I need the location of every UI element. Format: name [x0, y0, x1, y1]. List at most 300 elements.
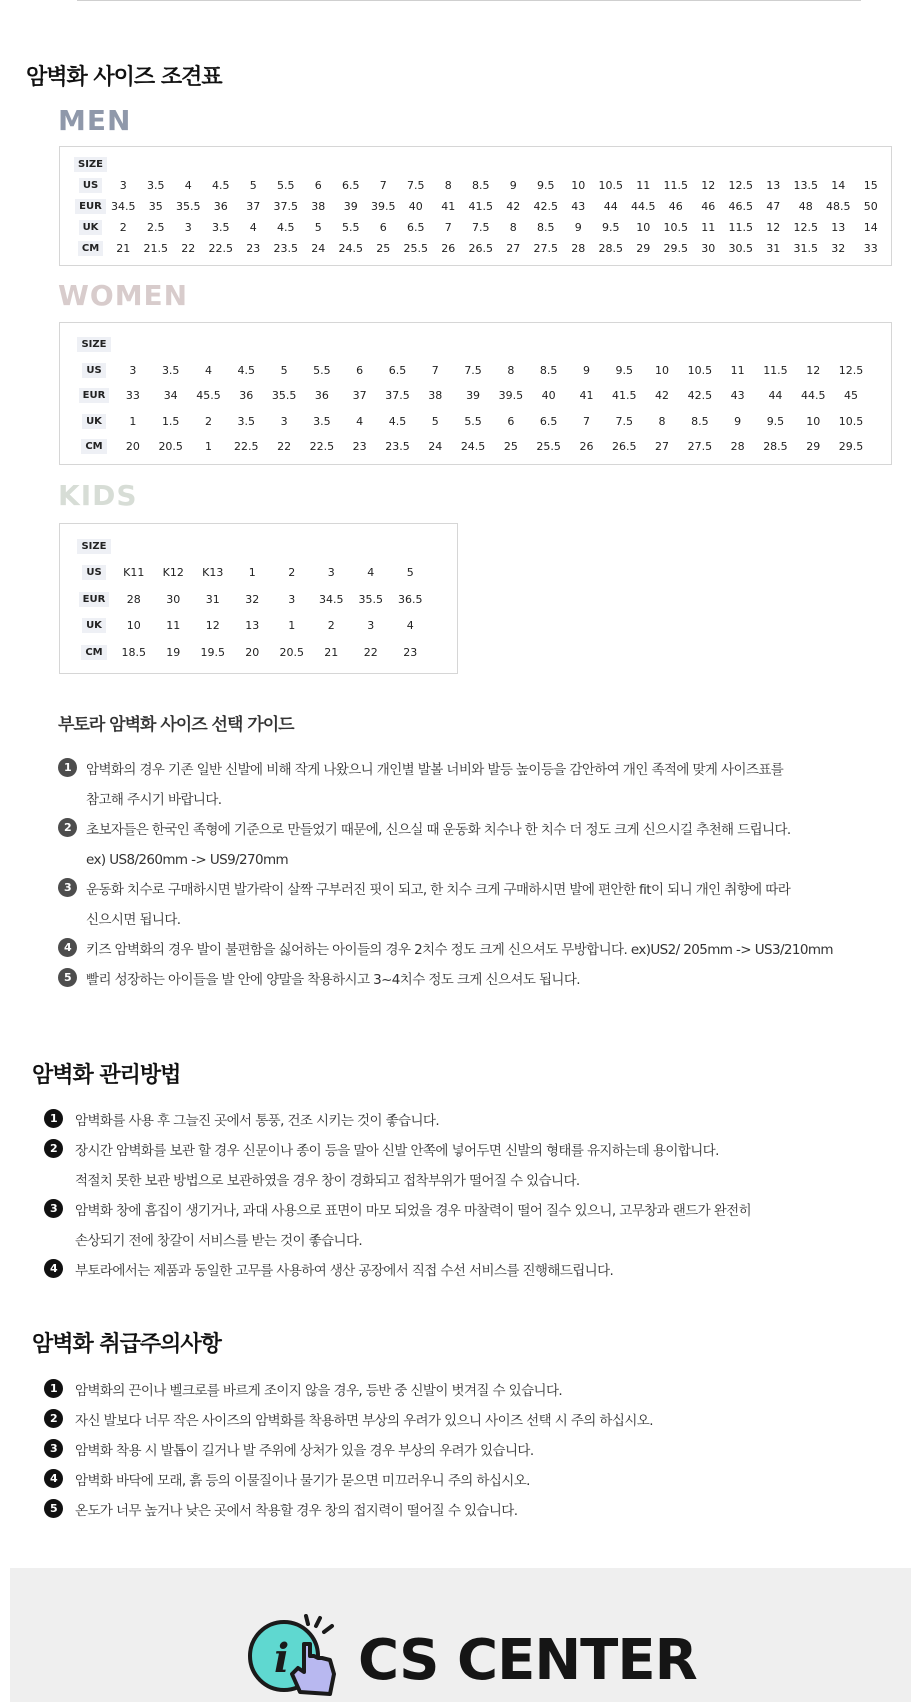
size-cell: 12	[766, 221, 781, 234]
size-cell: 1	[248, 566, 256, 580]
size-cell: 13	[831, 221, 846, 234]
care-item	[44, 1106, 884, 1136]
size-row-label: CM	[81, 439, 106, 454]
size-row-us	[74, 560, 430, 587]
guide-item	[58, 935, 878, 965]
size-cell: 26.5	[612, 440, 637, 454]
size-cell: 42	[506, 200, 521, 213]
size-cell: 10.5	[687, 363, 713, 377]
size-cell: 3.5	[161, 363, 180, 377]
size-cell: 19	[166, 645, 181, 659]
size-cell: 38	[311, 200, 326, 213]
size-row-label: CM	[81, 645, 106, 660]
size-cell: 29	[636, 242, 651, 255]
size-cell: 35	[148, 200, 163, 213]
size-cell: 8.5	[537, 221, 555, 234]
size-cell: 7	[444, 221, 452, 234]
size-cell: 7	[582, 414, 590, 428]
info-hand-icon	[246, 1614, 338, 1702]
size-cell: 12	[205, 619, 220, 633]
care-list	[44, 1106, 884, 1286]
size-cell: 30	[701, 242, 716, 255]
size-cell: 3.5	[212, 221, 230, 234]
size-row-label: US	[79, 178, 102, 193]
size-cell: 38	[428, 389, 443, 403]
size-cell: 44.5	[800, 389, 826, 403]
guide-item	[58, 755, 878, 815]
size-cell: 3.5	[237, 414, 256, 428]
caution-item-text: 암벽화의 끈이나 벨크로를 바르게 조이지 않을 경우, 등반 중 신발이 벗겨질 수 있습니다.	[75, 1383, 563, 1399]
guide-item	[58, 875, 878, 935]
care-item	[44, 1256, 884, 1286]
size-cell: 10	[126, 619, 141, 633]
caution-item-text: 온도가 너무 높거나 낮은 곳에서 착용할 경우 창의 접지력이 떨어질 수 있습니다.	[75, 1503, 518, 1519]
size-cell: 27	[506, 242, 521, 255]
size-cell: 20.5	[279, 645, 304, 659]
size-cell: 5	[314, 221, 322, 234]
size-row-us	[74, 358, 870, 384]
size-cell: 39	[466, 389, 481, 403]
size-cell: 21	[324, 645, 339, 659]
size-cell: 46.5	[728, 200, 754, 213]
caution-item	[44, 1466, 884, 1496]
size-cell: 12	[701, 179, 716, 192]
size-cell: 4.5	[277, 221, 295, 234]
size-cell: 27	[655, 440, 670, 454]
size-cell: 22.5	[208, 242, 234, 255]
size-cell: 4	[204, 363, 212, 377]
women-size-table-box	[59, 322, 892, 465]
size-cell: 20	[125, 440, 140, 454]
size-cell: 47	[766, 200, 781, 213]
size-cell: 25	[503, 440, 518, 454]
size-cell: 31	[205, 592, 220, 606]
size-cell: 39.5	[498, 389, 524, 403]
size-cell: 34	[163, 389, 178, 403]
top-divider	[77, 0, 861, 1]
size-cell: 6	[507, 414, 515, 428]
size-cell: 18.5	[121, 645, 146, 659]
size-cell: 41.5	[468, 200, 494, 213]
size-cell: 3.5	[147, 179, 165, 192]
care-item-text: 부토라에서는 제품과 동일한 고무를 사용하여 생산 공장에서 직접 수선 서비스를 진행해드립니다.	[75, 1263, 614, 1279]
size-cell: 5	[406, 566, 414, 580]
size-cell: 3	[367, 619, 375, 633]
size-cell: 34.5	[111, 200, 136, 213]
size-row-label: US	[82, 363, 105, 378]
size-cell: 42.5	[687, 389, 713, 403]
size-cell: 11	[701, 221, 716, 234]
care-item	[44, 1136, 884, 1196]
size-cell: 7.5	[464, 363, 482, 377]
caution-item	[44, 1406, 884, 1436]
size-cell: 3	[119, 179, 127, 192]
size-cell: 22.5	[234, 440, 259, 454]
size-cell: 3	[327, 566, 335, 580]
size-cell: 9.5	[537, 179, 555, 192]
caution-item-text: 자신 발보다 너무 작은 사이즈의 암벽화를 착용하면 부상의 우려가 있으니 사이즈 선택 시 주의 하십시오.	[75, 1413, 653, 1429]
size-cell: 36.5	[398, 592, 423, 606]
size-cell: 31.5	[793, 242, 819, 255]
size-cell: 9.5	[602, 221, 620, 234]
size-cell: 11.5	[728, 221, 754, 234]
guide-item-text: 키즈 암벽화의 경우 발이 불편함을 싫어하는 아이들의 경우 2치수 정도 크게 신으셔도 무방합니다. ex)US2/ 205mm -> US3/210mm	[86, 942, 833, 958]
size-cell: 1	[129, 414, 137, 428]
size-cell: 6.5	[539, 414, 558, 428]
size-cell: 5.5	[313, 363, 331, 377]
size-cell: 24.5	[460, 440, 486, 454]
size-cell: 2	[288, 566, 296, 580]
size-cell: 8	[444, 179, 452, 192]
size-cell: 10.5	[663, 221, 689, 234]
size-cell: 25	[376, 242, 391, 255]
size-row-label: UK	[82, 618, 106, 633]
guide-item-text: 빨리 성장하는 아이들을 발 안에 양말을 착용하시고 3~4치수 정도 크게 신으셔도 됩니다.	[86, 972, 580, 988]
size-row-eur	[74, 586, 430, 613]
size-cell: 9.5	[615, 363, 633, 377]
size-cell: K11	[123, 566, 145, 580]
size-cell: 8.5	[472, 179, 490, 192]
size-cell: 10	[806, 414, 821, 428]
size-cell: 2	[204, 414, 212, 428]
size-cell: 22	[363, 645, 378, 659]
size-cell: 33	[863, 242, 878, 255]
size-cell: 4.5	[212, 179, 230, 192]
size-cell: 39	[343, 200, 358, 213]
size-cell: 8	[658, 414, 666, 428]
size-cell: 2	[327, 619, 335, 633]
size-cell: 28.5	[763, 440, 788, 454]
women-size-table	[74, 332, 870, 460]
men-label: MEN	[58, 104, 132, 137]
size-cell: 29	[806, 440, 821, 454]
size-row-label: EUR	[75, 199, 106, 214]
size-cell: 7	[431, 363, 439, 377]
size-row-label: US	[82, 565, 105, 580]
size-cell: 37	[246, 200, 261, 213]
size-cell: 8.5	[691, 414, 709, 428]
size-cell: 21.5	[143, 242, 169, 255]
number-badge-icon: 1	[44, 1379, 63, 1398]
size-cell: 6.5	[342, 179, 360, 192]
size-cell: 24.5	[338, 242, 364, 255]
number-badge-icon: 2	[44, 1139, 63, 1158]
size-row-cm	[74, 639, 430, 666]
size-row-label: UK	[79, 220, 103, 235]
size-cell: 10	[655, 363, 670, 377]
size-cell: 23	[403, 645, 418, 659]
size-cell: 22	[181, 242, 196, 255]
size-cell: 4	[184, 179, 192, 192]
size-cell: 45	[844, 389, 859, 403]
size-cell: 20.5	[158, 440, 183, 454]
size-cell: 3.5	[313, 414, 331, 428]
size-cell: 9	[734, 414, 742, 428]
size-cell: 21	[116, 242, 131, 255]
size-cell: 3	[184, 221, 192, 234]
size-chart-title: 암벽화 사이즈 조견표	[26, 65, 222, 90]
number-badge-icon: 4	[58, 938, 77, 957]
size-cell: 39.5	[371, 200, 396, 213]
size-cell: 41	[579, 389, 594, 403]
size-cell: 3	[280, 414, 288, 428]
size-cell: 5	[431, 414, 439, 428]
size-cell: 7	[379, 179, 387, 192]
size-cell: 32	[831, 242, 846, 255]
size-cell: 41.5	[612, 389, 637, 403]
caution-item	[44, 1436, 884, 1466]
size-cell: 6.5	[388, 363, 407, 377]
number-badge-icon: 3	[58, 878, 77, 897]
size-cell: 4.5	[237, 363, 256, 377]
care-item-text: 암벽화를 사용 후 그늘진 곳에서 통풍, 건조 시키는 것이 좋습니다.	[75, 1113, 440, 1129]
guide-item-text: ex) US8/260mm -> US9/270mm	[86, 852, 289, 868]
size-cell: 48	[798, 200, 813, 213]
size-cell: 4	[356, 414, 364, 428]
size-row-label: CM	[78, 241, 103, 256]
size-row-us	[74, 175, 887, 196]
size-cell: 11	[636, 179, 651, 192]
number-badge-icon: 2	[44, 1409, 63, 1428]
caution-item	[44, 1496, 884, 1526]
guide-item-text: 참고해 주시기 바랍니다.	[86, 792, 222, 808]
size-cell: 26	[579, 440, 594, 454]
size-cell: 8	[507, 363, 515, 377]
size-cell: 8	[509, 221, 517, 234]
size-cell: 25.5	[536, 440, 561, 454]
size-cell: 15	[863, 179, 878, 192]
size-cell: 32	[245, 592, 260, 606]
size-cell: 46	[668, 200, 683, 213]
size-cell: 30	[166, 592, 181, 606]
size-cell: 3	[129, 363, 137, 377]
size-cell: 36	[239, 389, 254, 403]
size-cell: 13.5	[793, 179, 819, 192]
size-cell: 36	[213, 200, 228, 213]
size-cell: 5.5	[342, 221, 360, 234]
care-item-text: 장시간 암벽화를 보관 할 경우 신문이나 종이 등을 말아 신발 안쪽에 넣어두면 신발의 형태를 유지하는데 용이합니다.	[75, 1143, 719, 1159]
size-cell: 12.5	[793, 221, 819, 234]
size-cell: 28	[571, 242, 586, 255]
size-cell: 44	[603, 200, 618, 213]
size-cell: 10.5	[598, 179, 624, 192]
size-cell: 50	[863, 200, 878, 213]
guide-item-text: 운동화 치수로 구매하시면 발가락이 살짝 구부러진 핏이 되고, 한 치수 크게 구매하시면 발에 편안한 fit이 되니 개인 취향에 따라	[86, 882, 791, 898]
size-cell: 42	[655, 389, 670, 403]
size-cell: 1.5	[161, 414, 180, 428]
size-cell: 1	[204, 440, 212, 454]
size-cell: 2.5	[147, 221, 165, 234]
size-cell: 22.5	[309, 440, 335, 454]
size-row-uk	[74, 409, 870, 435]
men-size-table	[74, 154, 887, 259]
size-cell: 11.5	[763, 363, 788, 377]
size-cell: 23.5	[273, 242, 299, 255]
care-item-text: 손상되기 전에 창갈이 서비스를 받는 것이 좋습니다.	[75, 1233, 363, 1249]
size-cell: 6	[379, 221, 387, 234]
size-cell: 23.5	[385, 440, 410, 454]
size-cell: 28.5	[598, 242, 624, 255]
guide-item-text: 초보자들은 한국인 족형에 기준으로 만들었기 때문에, 신으실 때 운동화 치수나 한 치수 더 정도 크게 신으시길 추천해 드립니다.	[86, 822, 791, 838]
size-header-row	[74, 533, 430, 560]
size-cell: 23	[352, 440, 367, 454]
size-header-row	[74, 332, 870, 358]
kids-size-table-box	[59, 523, 458, 674]
size-cell: 9	[574, 221, 582, 234]
size-cell: 44.5	[631, 200, 656, 213]
number-badge-icon: 2	[58, 818, 77, 837]
size-cell: 7.5	[407, 179, 425, 192]
size-cell: 11.5	[663, 179, 689, 192]
size-cell: 5	[249, 179, 257, 192]
size-cell: 27.5	[687, 440, 713, 454]
size-cell: 5	[280, 363, 288, 377]
size-cell: 3	[288, 592, 296, 606]
svg-text:i: i	[274, 1635, 290, 1682]
size-cell: 26.5	[468, 242, 494, 255]
number-badge-icon: 3	[44, 1199, 63, 1218]
size-cell: 37.5	[273, 200, 299, 213]
size-row-label: UK	[82, 414, 106, 429]
size-cell: 6.5	[407, 221, 425, 234]
size-cell: 24	[428, 440, 443, 454]
size-cell: 40	[541, 389, 556, 403]
caution-title: 암벽화 취급주의사항	[32, 1332, 221, 1357]
size-cell: 34.5	[319, 592, 344, 606]
guide-item-text: 신으시면 됩니다.	[86, 912, 181, 928]
cs-center-title: CS CENTER	[358, 1628, 697, 1693]
size-cell: 11	[730, 363, 745, 377]
size-row-cm	[74, 238, 887, 259]
size-cell: 22	[277, 440, 292, 454]
size-guide-list	[58, 755, 878, 995]
size-cell: 14	[831, 179, 846, 192]
size-cell: 19.5	[200, 645, 225, 659]
guide-item	[58, 815, 878, 875]
men-size-table-box	[59, 146, 892, 266]
size-row-label: EUR	[79, 592, 110, 607]
size-header-row	[74, 154, 887, 175]
size-cell: 7.5	[615, 414, 633, 428]
care-title: 암벽화 관리방법	[32, 1063, 181, 1088]
size-cell: 6	[356, 363, 364, 377]
size-cell: 27.5	[533, 242, 559, 255]
size-header-label: SIZE	[74, 157, 107, 172]
size-cell: 43	[730, 389, 745, 403]
size-cell: 35.5	[271, 389, 297, 403]
size-cell: 43	[571, 200, 586, 213]
size-cell: 9	[582, 363, 590, 377]
size-cell: 10.5	[838, 414, 864, 428]
number-badge-icon: 5	[44, 1499, 63, 1518]
size-cell: 23	[246, 242, 261, 255]
size-cell: 35.5	[358, 592, 383, 606]
size-cell: 42.5	[533, 200, 559, 213]
size-cell: 5.5	[464, 414, 482, 428]
size-row-uk	[74, 613, 430, 640]
size-cell: 28	[126, 592, 141, 606]
size-cell: 8.5	[539, 363, 558, 377]
size-cell: 4.5	[388, 414, 407, 428]
size-row-eur	[74, 196, 887, 217]
care-item-text: 암벽화 창에 흠집이 생기거나, 과대 사용으로 표면이 마모 되었을 경우 마찰력이 떨어 질수 있으니, 고무창과 랜드가 완전히	[75, 1203, 752, 1219]
size-cell: 35.5	[176, 200, 201, 213]
size-row-eur	[74, 383, 870, 409]
care-item	[44, 1196, 884, 1256]
size-cell: 48.5	[826, 200, 851, 213]
size-cell: 4	[367, 566, 375, 580]
number-badge-icon: 1	[58, 758, 77, 777]
size-cell: 2	[119, 221, 127, 234]
size-cell: K12	[162, 566, 184, 580]
size-cell: 12.5	[838, 363, 864, 377]
size-cell: 45.5	[196, 389, 221, 403]
caution-list	[44, 1376, 884, 1526]
size-header-label: SIZE	[77, 539, 110, 554]
size-cell: 31	[766, 242, 781, 255]
size-cell: 33	[125, 389, 140, 403]
size-cell: 26	[441, 242, 456, 255]
size-cell: 11	[166, 619, 181, 633]
caution-item-text: 암벽화 착용 시 발톱이 길거나 발 주위에 상처가 있을 경우 부상의 우려가 있습니다.	[75, 1443, 534, 1459]
size-cell: 5.5	[277, 179, 295, 192]
size-cell: 7.5	[472, 221, 490, 234]
size-cell: 13	[766, 179, 781, 192]
size-cell: 9	[509, 179, 517, 192]
size-cell: 13	[245, 619, 260, 633]
size-cell: 12	[806, 363, 821, 377]
size-row-label: EUR	[79, 388, 110, 403]
care-item-text: 적절치 못한 보관 방법으로 보관하였을 경우 창이 경화되고 접착부위가 떨어질 수 있습니다.	[75, 1173, 580, 1189]
size-row-uk	[74, 217, 887, 238]
guide-item	[58, 965, 878, 995]
size-cell: 41	[441, 200, 456, 213]
size-cell: K13	[202, 566, 224, 580]
size-cell: 40	[408, 200, 423, 213]
size-cell: 28	[730, 440, 745, 454]
size-cell: 46	[701, 200, 716, 213]
size-cell: 37.5	[385, 389, 410, 403]
number-badge-icon: 3	[44, 1439, 63, 1458]
number-badge-icon: 4	[44, 1469, 63, 1488]
size-cell: 44	[768, 389, 783, 403]
size-cell: 1	[288, 619, 296, 633]
size-cell: 25.5	[403, 242, 429, 255]
size-cell: 10	[571, 179, 586, 192]
size-cell: 20	[245, 645, 260, 659]
size-cell: 9.5	[766, 414, 785, 428]
size-row-cm	[74, 434, 870, 460]
number-badge-icon: 5	[58, 968, 77, 987]
size-cell: 37	[352, 389, 367, 403]
size-cell: 4	[249, 221, 257, 234]
number-badge-icon: 1	[44, 1109, 63, 1128]
size-cell: 6	[314, 179, 322, 192]
caution-item	[44, 1376, 884, 1406]
women-label: WOMEN	[58, 279, 189, 312]
guide-item-text: 암벽화의 경우 기존 일반 신발에 비해 작게 나왔으니 개인별 발볼 너비와 발등 높이등을 감안하여 개인 족적에 맞게 사이즈표를	[86, 762, 784, 778]
size-cell: 30.5	[728, 242, 754, 255]
number-badge-icon: 4	[44, 1259, 63, 1278]
size-cell: 24	[311, 242, 326, 255]
size-cell: 36	[314, 389, 329, 403]
size-header-label: SIZE	[77, 337, 110, 352]
size-cell: 29.5	[663, 242, 689, 255]
size-cell: 14	[863, 221, 878, 234]
size-cell: 4	[406, 619, 414, 633]
size-cell: 29.5	[838, 440, 864, 454]
size-guide-title: 부토라 암벽화 사이즈 선택 가이드	[58, 715, 294, 735]
